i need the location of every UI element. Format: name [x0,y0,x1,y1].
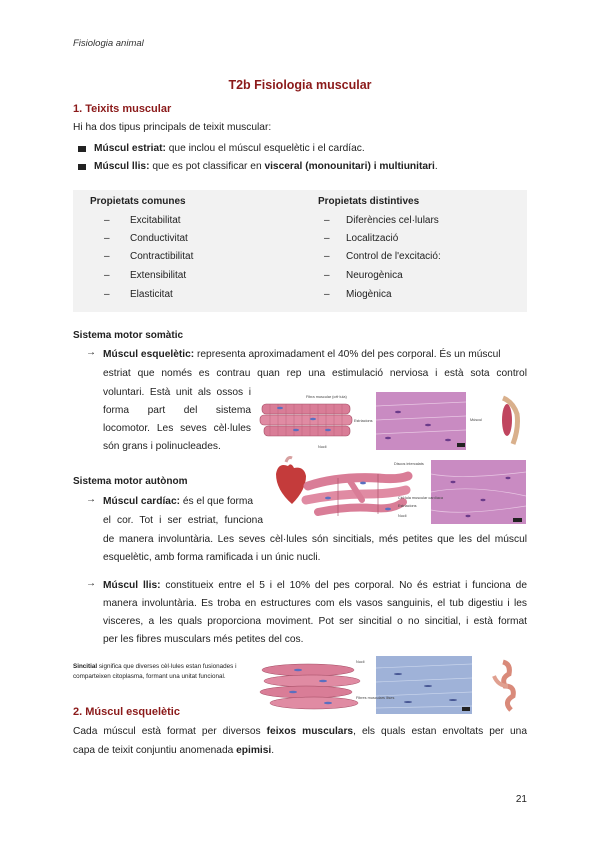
page-number: 21 [515,794,527,805]
distinct-property-item: – Diferències cel·lulars [324,215,439,226]
skeletal-term: Múscul esquelètic: [103,349,195,360]
common-property-item: – Extensibilitat [104,270,187,281]
page-title: T2b Fisiologia muscular [228,78,372,92]
cardiac-line-1: Múscul cardíac: és el que forma [103,496,254,507]
cardiac-line-2: el cor. Tot i ser estriat, funciona [103,515,263,526]
smooth-line-4: per les fibres musculars més petites del cos. [103,634,304,645]
smooth-line-3: visceres, a les quals proporciona moviment. Pot ser sincitial o no sincitial, i està format [103,616,527,627]
bullet-striated [94,139,524,158]
smooth-fiber-illustration [260,664,360,709]
distinct-properties-heading: Propietats distintives [318,196,420,207]
cardiac-micrograph [431,460,526,524]
arrow-icon: → [86,494,96,505]
skeletal-line-3: voluntari. Està unit als ossos i [103,387,251,398]
bullet-term: Múscul llis: [94,161,150,172]
bullet-term: Múscul estriat: [94,143,166,154]
common-property-item: – Excitabilitat [104,215,181,226]
bullet-emphasis: visceral (monounitari) i multiunitari [264,161,435,172]
heart-drawing [276,458,306,505]
distinct-property-item: – Neurogènica [324,270,403,281]
arrow-icon: → [86,578,96,589]
intestine-drawing [494,662,513,710]
cardiac-fiber-illustration [306,474,408,516]
skeletal-line-4: forma part del sistema [103,405,251,416]
smooth-line-2: manera involuntària. Es troba en estructures com els vasos sanguinis, el tub digestiu i les [103,598,527,609]
bullet-marker [78,164,86,170]
smooth-term: Múscul llis: [103,580,161,591]
figure-label: Nucli [356,660,365,664]
autonomic-heading: Sistema motor autònom [73,476,188,487]
skeletal-fiber-illustration [260,404,352,436]
figure-label: Fibra muscular (cèl·lula) [306,395,347,399]
smooth-line-1: Múscul llis: constitueix entre el 5 i el 10% del pes corporal. No és estriat i funciona de [103,580,527,591]
common-property-item: – Contractibilitat [104,251,194,262]
bullet-smooth [94,157,524,176]
figure-label: Discos intercalats [394,462,424,466]
smooth-muscle-figure [258,656,528,716]
common-property-item: – Conductivitat [104,233,188,244]
distinct-property-item: – Control de l'excitació: [324,251,441,262]
skeletal-micrograph [376,392,466,450]
section-heading-1: 1. Teixits muscular [73,103,172,115]
running-header: Fisiologia animal [73,38,144,49]
distinct-property-item: – Localització [324,233,399,244]
syncytial-note [73,662,255,682]
skeletal-line-5: locomotor. Les seves cèl·lules [103,423,251,434]
section-intro: Hi ha dos tipus principals de teixit muscular: [73,122,272,133]
bullet-marker [78,146,86,152]
somatic-heading: Sistema motor somàtic [73,330,184,341]
note-term: Sincitial [73,663,98,670]
common-property-item: – Elasticitat [104,289,173,300]
figure-label: Fibres musculars llises [356,696,395,700]
arm-muscle-drawing [502,398,518,444]
distinct-property-item: – Miogènica [324,289,392,300]
figure-label: Estriacions [398,504,417,508]
skeletal-muscle-figure [258,390,528,454]
skeletal-paragraph-line-1: Cada múscul està format per diversos feixos musculars, els quals estan envoltats per una [73,726,527,737]
common-properties-heading: Propietats comunes [90,196,186,207]
bullet-text: que inclou el múscul esquelètic i el cardíac. [165,143,365,154]
cardiac-line-3: de manera involuntària. Les seves cèl·lules són sincitials, més petites que les del múscul [103,534,527,545]
cardiac-term: Múscul cardíac: [103,496,180,507]
section-heading-2: 2. Múscul esquelètic [73,706,180,718]
figure-label: Estriacions [354,419,373,423]
arrow-icon: → [86,347,96,358]
figure-label: Cèl·lula muscular cardíaca [398,496,443,500]
skeletal-line-1: Múscul esquelètic: representa aproximadament el 40% del pes corporal. És un múscul [103,349,501,360]
bullet-tail: . [434,161,438,172]
bullet-text: que es pot classificar en [149,161,265,172]
cardiac-line-4: esquelètic, amb forma ramificada i un únic nucli. [103,552,321,563]
skeletal-line-2: estriat que només es contrau quan rep una estimulació nerviosa i està sota control [103,368,527,379]
cardiac-muscle-figure [268,456,528,526]
skeletal-paragraph-line-2: capa de teixit conjuntiu anomenada epimisi. [73,745,275,756]
skeletal-line-6: són grans i polinucleades. [103,441,221,452]
figure-label: Nucli [398,514,407,518]
note-text: significa que diverses cèl·lules estan fusionades i comparteixen citoplasma, formant una unitat funcional. [73,663,237,680]
figure-label: Nucli [318,445,327,449]
figure-label: Múscul [470,418,483,422]
